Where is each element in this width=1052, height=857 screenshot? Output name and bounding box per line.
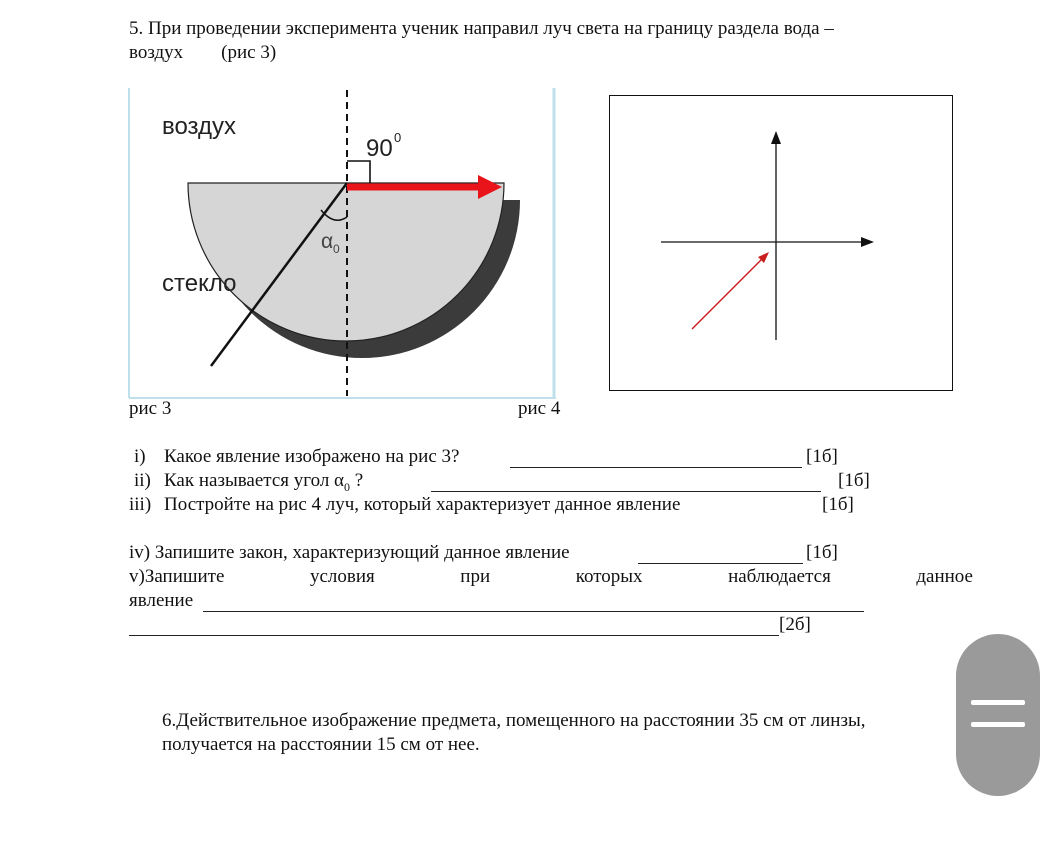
- q5-answer-line-1[interactable]: [203, 611, 864, 612]
- q5-word-3: при: [460, 566, 491, 587]
- q5-points: [2б]: [779, 614, 811, 635]
- menu-icon-bar-bottom: [971, 722, 1025, 727]
- task5-heading-line2: [129, 42, 276, 64]
- fig4-frame: [610, 96, 953, 391]
- q5-word-6: данное: [916, 566, 973, 587]
- q2-answer-line[interactable]: [431, 491, 821, 492]
- task6-line1: 6.Действительное изображение предмета, помещенного на расстоянии 35 см от линзы,: [162, 710, 866, 731]
- q1-number: i): [134, 446, 146, 467]
- task5-heading-line1: 5. При проведении эксперимента ученик направил луч света на границу раздела вода –: [129, 18, 834, 39]
- caption-fig3: рис 3: [129, 398, 172, 419]
- label-alpha: α: [321, 230, 334, 253]
- q5-word-1: v)Запишите: [129, 566, 225, 587]
- q1-text: Какое явление изображено на рис 3?: [164, 446, 460, 467]
- label-90-degrees: 90: [366, 135, 393, 162]
- q4-points: [1б]: [806, 542, 838, 563]
- q5-word-4: которых: [575, 566, 643, 587]
- label-air: воздух: [162, 113, 237, 140]
- caption-fig4: рис 4: [518, 398, 561, 419]
- label-alpha-sub: 0: [333, 242, 340, 256]
- q3-points: [1б]: [822, 494, 854, 515]
- q3-number: iii): [129, 494, 152, 515]
- q2-points: [1б]: [838, 470, 870, 491]
- q2-text-main: Как называется угол α: [164, 470, 345, 491]
- label-glass: стекло: [162, 270, 237, 297]
- q5-line1: [129, 566, 973, 588]
- q2-text-tail: ?: [350, 470, 364, 491]
- task6-line2: получается на расстоянии 15 см от нее.: [162, 734, 480, 755]
- label-90-degrees-sup: 0: [394, 130, 402, 145]
- q2-number: ii): [134, 470, 151, 491]
- q5-line2-text: явление: [129, 590, 194, 611]
- q2-text-sub: 0: [344, 479, 351, 494]
- figure-4: [609, 95, 954, 392]
- q5-word-2: условия: [309, 566, 375, 587]
- task5-heading-figref: (рис 3): [221, 42, 277, 63]
- menu-floating-button[interactable]: [956, 634, 1040, 796]
- q1-points: [1б]: [806, 446, 838, 467]
- q3-text: Постройте на рис 4 луч, который характеризует данное явление: [164, 494, 681, 515]
- right-angle-mark: [347, 161, 370, 183]
- q1-answer-line[interactable]: [510, 467, 802, 468]
- q4-text: iv) Запишите закон, характеризующий данное явление: [129, 542, 570, 563]
- figure-3: [126, 86, 560, 402]
- menu-icon-bar-top: [971, 700, 1025, 705]
- q4-answer-line[interactable]: [638, 563, 803, 564]
- task5-heading-air: воздух: [129, 42, 184, 63]
- q5-word-5: наблюдается: [728, 566, 831, 587]
- q5-answer-line-2[interactable]: [129, 635, 779, 636]
